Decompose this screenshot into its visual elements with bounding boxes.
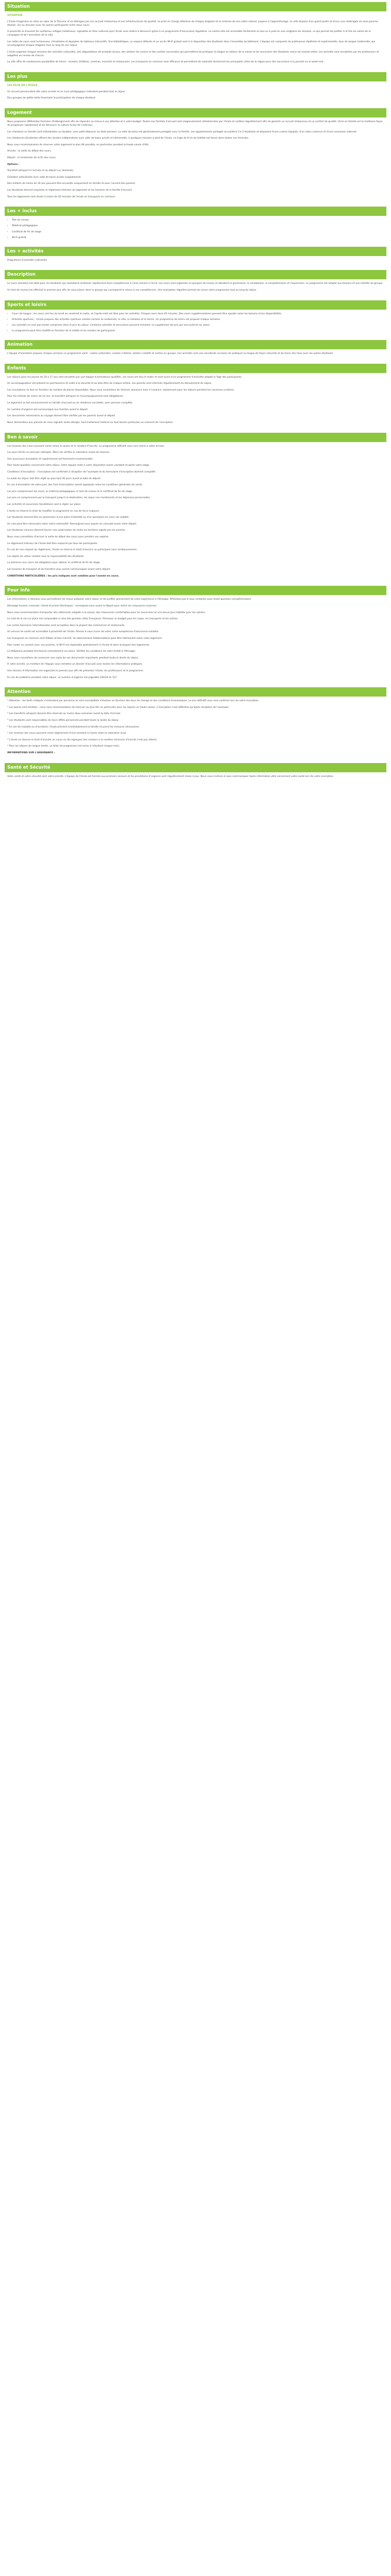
enfants-paragraph: Un numéro d'urgence est communiqué aux familles avant le départ. [7,408,89,411]
bon-a-savoir-conditions: CONDITIONS PARTICULIÈRES : les prix indiqués sont valables pour l'année en cours. [7,574,120,578]
bon-a-savoir-paragraph: La présence aux cours est obligatoire pour obtenir le certificat de fin de stage. [7,562,101,565]
section-header-enfants: Enfants [5,364,386,373]
les-plus-paragraph: Un accueil personnalisé dès votre arrivée et un suivi pédagogique individuel pendant tout le séjour. [7,90,126,93]
section-header-pour-info: Pour info [5,586,386,595]
section-les-plus [0,72,391,108]
bon-a-savoir-paragraph: Les jours fériés ne sont pas rattrapés. Merci de vérifier le calendrier avant de réserver. [7,451,110,454]
bon-a-savoir-paragraph: Conditions d'inscription : l'inscription est confirmée à réception de l'acompte et du formulaire d'inscription dûment complété. [7,470,156,473]
attention-paragraph: * Les horaires des cours peuvent varier légèrement d'une semaine à l'autre selon le calendrier local. [7,732,127,735]
bon-a-savoir-paragraph: Le solde du séjour doit être réglé au plus tard 30 jours avant la date de départ. [7,477,102,480]
attention-paragraph: * Les places sont limitées : nous vous recommandons de réserver au plus tôt, en particulier pour les séjours en haute saison. L'inscription n'est définitive qu'après réception de l'acompte. [7,706,230,709]
list-item: • Wi-Fi gratuit [12,236,384,240]
pour-info-paragraph: Le coût de la vie sur place est comparable à celui des grandes villes françaises. Prévoyez un budget pour les repas, les transports et les sorties. [7,618,178,621]
pour-info-paragraph: En cas de problème pendant votre séjour, un numéro d'urgence est joignable 24h/24 et 7j/7. [7,676,118,679]
section-logement [0,108,391,207]
pour-info-paragraph: À votre arrivée, un membre de l'équipe vous remettra un dossier d'accueil avec toutes les informations pratiques. [7,663,143,666]
bon-a-savoir-paragraph: Une assurance annulation et rapatriement est fortement recommandée. [7,457,93,461]
attention-paragraph: * Attention : les tarifs indiqués s'entendent par personne et sont susceptibles d'évoluer en fonction des taux de change et des conditions économiques. Le prix définitif vous sera confirmé lors de votre inscription. [7,700,259,703]
section-inclus [0,207,391,246]
list-item: • Cours de langue : les cours ont lieu du lundi au vendredi le matin, et l'après-midi est libre pour les activités. Chaque cours dure 45 minutes. Des cours supplémentaires peuvent être ajoutés selon les besoins et les disponibilités. [12,312,384,316]
enfants-paragraph: Pour les enfants de moins de 14 ans, le transfert aéroport et l'accompagnement sont obligatoires. [7,395,124,398]
logement-paragraph: Départ : le lendemain de la fin des cours. [7,157,57,160]
enfants-paragraph: Les séjours pour les jeunes de 10 à 17 ans sont encadrés par une équipe d'animateurs qualifiés. Les cours ont lieu le matin et sont suivis d'un programme d'activités adapté à l'âge des participants. [7,376,242,379]
list-item: • Certificat de fin de stage [12,230,384,234]
section-animation [0,340,391,364]
bon-a-savoir-paragraph: Les prix comprennent les cours, le matériel pédagogique, le test de niveau et le certificat de fin de stage. [7,490,133,493]
list-item: • Activités sportives : l'école propose des activités sportives variées comme la randonnée, le vélo, la natation et le tennis. Un programme de loisirs est proposé chaque semaine. [12,318,384,321]
bon-a-savoir-paragraph: Nous vous conseillons d'arriver la veille du début des cours pour prendre vos repères. [7,536,109,539]
enfants-paragraph: Nous demandons aux parents de nous signaler toute allergie, tout traitement médical ou tout besoin particulier au moment de l'inscription. [7,421,174,424]
enfants-paragraph: Les documents nécessaires au voyage doivent être vérifiés par les parents avant le départ. [7,415,116,418]
logement-paragraph: Les étudiants doivent respecter le règlement intérieur du logement et les horaires de la famille d'accueil. [7,189,133,192]
logement-paragraph: Nous vous recommandons de réserver votre logement le plus tôt possible, en particulier pendant la haute saison d'été. [7,143,150,146]
attention-assurance-label: INFORMATIONS SUR L'ASSURANCE : [7,752,55,755]
situation-heading: SITUATION [7,14,23,17]
bon-a-savoir-paragraph: Les horaires des cours peuvent varier selon la saison et le nombre d'inscrits. Le programme définitif vous sera remis à votre arrivée. [7,445,165,448]
bon-a-savoir-paragraph: Les activités et excursions facultatives sont à régler sur place. [7,503,82,506]
section-header-logement: Logement [5,108,386,117]
situation-paragraph: L'école organise chaque semaine des activités culturelles, des dégustations de produits locaux, des ateliers de cuisine et des soirées conviviales qui permettent de pratiquer la langue en dehors de la classe et de rencontrer des étudiants venus du monde entier. Les activités sont encadrées par les professeurs et adaptées au niveau de chacun. [7,50,379,57]
pour-info-paragraph: Pour rester en contact avec vos proches, le Wi-Fi est disponible gratuitement à l'école et dans la plupart des logements. [7,643,150,647]
logement-paragraph: Nous proposons différentes formules d'hébergement afin de répondre au mieux à vos attentes et à votre budget. Toutes nos familles d'accueil sont soigneusement sélectionnées par l'école et visitées régulièrement afin de garantir un accueil chaleureux et un confort de qualité. Vivre en famille est la meilleure façon de progresser rapidement et de découvrir la culture locale de l'intérieur. [7,120,383,127]
pour-info-paragraph: Nous vous recommandons d'emporter des vêtements adaptés à la saison, des chaussures confortables pour les excursions et une tenue plus habillée pour les soirées. [7,611,206,614]
bon-a-savoir-paragraph: Le règlement intérieur de l'école doit être respecté par tous les participants. [7,542,98,545]
logement-paragraph: Tous les logements sont situés à moins de 30 minutes de l'école en transports en commun. [7,195,116,198]
section-header-inclus: Les + inclus [5,207,386,216]
attention-paragraph: * Les étudiants sont responsables de leurs effets personnels pendant toute la durée du séjour. [7,719,120,722]
attention-paragraph: * Les transferts aéroport doivent être réservés au moins deux semaines avant la date d'arrivée. [7,713,121,716]
section-header-les-plus: Les plus [5,72,386,81]
section-activites [0,247,391,270]
section-header-situation: Situation [5,2,386,11]
section-header-bon-a-savoir: Bon à savoir [5,433,386,442]
section-enfants [0,364,391,433]
section-sports [0,300,391,340]
attention-paragraph: * En cas de maladie ou d'accident, l'école prévient immédiatement la famille et prend les mesures nécessaires. [7,725,140,728]
bon-a-savoir-paragraph: Les prix ne comprennent pas le transport jusqu'à la destination, les repas non mentionnés et les dépenses personnelles. [7,497,151,500]
les-plus-paragraph: Des groupes de petite taille favorisant la participation de chaque étudiant. [7,97,96,100]
inclus-list [7,218,384,239]
pour-info-paragraph: Les transports en commun sont fiables et bon marché. Un abonnement hebdomadaire peut être intéressant selon votre logement. [7,637,162,640]
description-paragraph: Le cours standard est idéal pour les étudiants qui souhaitent améliorer rapidement leurs compétences à l'oral comme à l'écrit. Les cours sont organisés en groupes de niveau et abordent la grammaire, le vocabulaire, la compréhension et l'expression. Le programme est adapté aux besoins et aux intérêts du groupe. [7,282,383,285]
situation-paragraph: La ville offre de nombreuses possibilités de loisirs : musées, théâtres, cinémas, marchés et restaurants. Les transports en commun sont efficaces et permettent de rejoindre facilement les principales villes de la région pour des excursions à la journée ou le week-end. [7,61,324,64]
bon-a-savoir-paragraph: L'école se réserve le droit de modifier le programme en cas de force majeure. [7,510,100,513]
page [0,0,391,786]
logement-paragraph: Arrivée : la veille du début des cours. [7,150,52,153]
bon-a-savoir-paragraph: En cas d'annulation de votre part, des frais d'annulation seront appliqués selon les conditions générales de vente. [7,484,143,487]
situation-paragraph: Les salles de cours sont lumineuses, climatisées et équipées de tableaux interactifs. Une bibliothèque, un espace détente et un accès Wi-Fi gratuit sont à la disposition des étudiants dans l'ensemble du bâtiment. L'équipe est composée de professeurs diplômés et expérimentés, tous de langue maternelle, qui accompagnent chaque stagiaire tout au long de son séjour. [7,41,376,47]
list-item: • Matériel pédagogique [12,224,384,228]
list-item: • Le programme peut être modifié en fonction de la météo et du nombre de participants. [12,329,384,333]
sante-paragraph: Votre santé et votre sécurité sont notre priorité. L'équipe de l'école est formée aux premiers secours et les procédures d'urgence sont régulièrement mises à jour. Nous vous invitons à nous communiquer toute information utile concernant votre santé lors de votre inscription. [7,775,334,778]
situation-paragraph: L'Ecole Imaginaire se situe au cœur de la Toscane et se distingue par son accueil chaleureux et ses infrastructures de qualité, sa prise en charge attentive de chaque stagiaire et la richesse de son cadre naturel, propice à l'apprentissage. La villa dispose d'un grand jardin et d'une cour ombragée où vous pourrez étudier, lire ou discuter avec les autres participants entre deux cours. [7,20,378,27]
enfants-paragraph: Le logement se fait exclusivement en famille d'accueil ou en résidence encadrée, avec pension complète. [7,402,133,405]
animation-paragraph: L'équipe d'animation propose chaque semaine un programme varié : visites culturelles, soirées à thème, ateliers créatifs et sorties en groupe. Ces activités sont une excellente occasion de pratiquer la langue de façon naturelle et de tisser des liens avec les autres étudiants. [7,352,334,355]
section-situation [0,2,391,72]
enfants-paragraph: Un accompagnateur est présent en permanence et veille à la sécurité et au bien-être de chaque enfant. Les parents sont informés régulièrement du déroulement du séjour. [7,382,212,385]
activites-paragraph: Programme d'activités culturelles [7,259,47,262]
bon-a-savoir-paragraph: Les étudiants doivent être en possession d'une pièce d'identité ou d'un passeport en cours de validité. [7,516,129,519]
logement-paragraph: Chambre individuelle avec salle de bains privée (supplément). [7,176,82,179]
logement-paragraph: Transfert aéroport à l'arrivée et au départ sur demande. [7,170,74,173]
logement-paragraph: Des enfants de moins de 16 ans peuvent être accueillis uniquement en famille et avec l'accord des parents. [7,182,136,185]
list-item: • Les activités ne sont pas toutes comprises dans le prix du séjour. Certaines activités et excursions peuvent entraîner un supplément de prix qui sera précisé sur place. [12,324,384,327]
section-description [0,270,391,300]
les-plus-heading: LES PLUS DE L'ÉCOLE [7,84,38,88]
section-sante [0,763,391,787]
pour-info-paragraph: Les cartes bancaires internationales sont acceptées dans la plupart des commerces et restaurants. [7,624,125,627]
pour-info-paragraph: Une réunion d'information est organisée le premier jour afin de présenter l'école, les professeurs et le programme. [7,670,144,672]
section-header-sante: Santé et Sécurité [5,763,386,772]
pour-info-paragraph: Le téléphone portable fonctionne normalement sur place. Vérifiez les conditions de votre forfait à l'étranger. [7,650,136,653]
section-bon-a-savoir [0,433,391,586]
section-header-description: Description [5,270,386,279]
attention-paragraph: * L'école se réserve le droit d'annuler un cours ou de regrouper des niveaux si le nombre minimum d'inscrits n'est pas atteint. [7,738,157,741]
bon-a-savoir-paragraph: Un visa peut être nécessaire selon votre nationalité. Renseignez-vous auprès du consulat avant votre départ. [7,522,137,526]
section-header-animation: Animation [5,340,386,349]
section-pour-info [0,586,391,687]
sports-list [7,312,384,333]
pour-info-paragraph: Décalage horaire, monnaie, climat et prises électriques : renseignez-vous avant le départ pour éviter les mauvaises surprises. [7,604,157,607]
bon-a-savoir-paragraph: En cas de non-respect du règlement, l'école se réserve le droit d'exclure un participant sans remboursement. [7,549,137,552]
pour-info-paragraph: Les informations ci-dessous vous permettront de mieux préparer votre séjour et de profiter pleinement de votre expérience à l'étranger. N'hésitez pas à nous contacter pour toute question complémentaire. [7,598,252,601]
list-item: • Test de niveau [12,218,384,222]
bon-a-savoir-paragraph: Les objets de valeur restent sous la responsabilité des étudiants. [7,555,85,558]
bon-a-savoir-paragraph: Pour toute question concernant votre séjour, notre équipe reste à votre disposition avant, pendant et après votre stage. [7,464,150,467]
section-attention [0,687,391,762]
bon-a-savoir-paragraph: Les étudiants mineurs doivent fournir une autorisation de sortie du territoire signée par les parents. [7,529,126,532]
logement-paragraph: Les chambres en famille sont individuelles ou doubles, avec petit-déjeuner ou demi-pension. La salle de bains est généralement partagée avec la famille. Les appartements partagés accueillent 3 à 5 étudiants et disposent d'une cuisine équipée, d'un salon commun et d'une connexion internet. [7,130,357,133]
pour-info-paragraph: Nous vous conseillons de conserver une copie de vos documents importants pendant toute la durée du séjour. [7,656,139,659]
logement-options-label: Options : [7,163,20,166]
bon-a-savoir-paragraph: Les horaires de transport et de transfert vous seront communiqués avant votre départ. [7,568,111,571]
section-header-sports: Sports et loisirs [5,300,386,310]
attention-paragraph: * Pour les séjours de longue durée, un bilan de progression est remis à l'étudiant chaque mois. [7,745,120,748]
situation-paragraph: À proximité se trouvent de nombreux villages médiévaux, vignobles et sites culturels que l'école vous aidera à découvrir grâce à un programme d'excursions régulières. Le centre-ville est accessible facilement en bus ou à pied en une vingtaine de minutes, ce qui permet de profiter à la fois du calme de la campagne et de l'animation de la ville. [7,30,371,37]
logement-paragraph: Les résidences étudiantes offrent des studios indépendants avec salle de bains privée et kitchenette, à quelques minutes à pied de l'école. Le linge de lit et de toilette est fourni dans toutes nos formules. [7,137,249,140]
pour-info-paragraph: Un service de santé est accessible à proximité de l'école. Pensez à vous munir de votre carte européenne d'assurance maladie. [7,631,159,634]
section-header-activites: Les + activités [5,247,386,256]
description-paragraph: Un test de niveau est effectué le premier jour afin de vous placer dans le groupe qui correspond le mieux à vos compétences. Une évaluation régulière permet de suivre votre progression tout au long du séjour. [7,289,257,292]
section-header-attention: Attention [5,687,386,697]
enfants-paragraph: Les inscriptions se font en fonction du nombre de places disponibles. Nous vous conseillons de réserver plusieurs mois à l'avance, notamment pour les séjours pendant les vacances scolaires. [7,388,235,392]
